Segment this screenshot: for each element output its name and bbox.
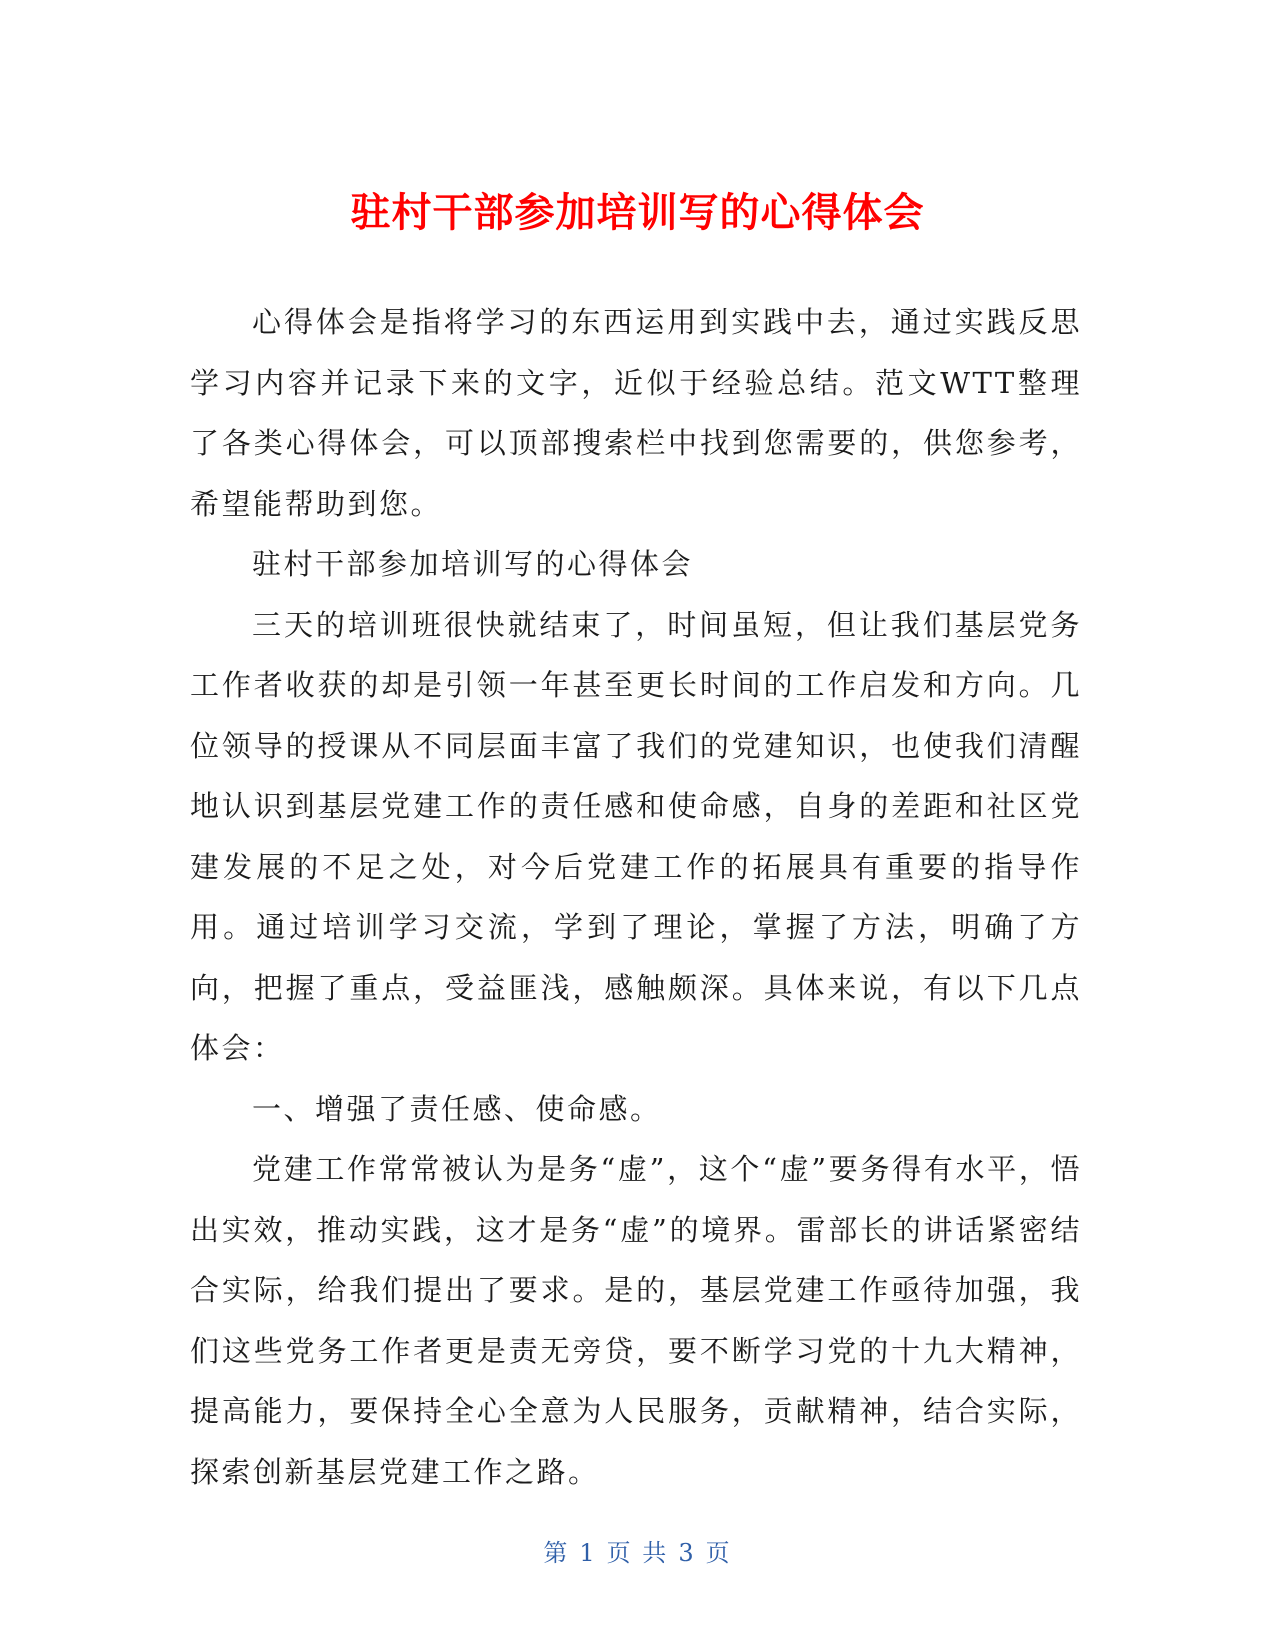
- paragraph-section-heading-1: 一、增强了责任感、使命感。: [252, 1091, 662, 1126]
- page-number-footer: [0, 1537, 1275, 1569]
- footer-current-page: 1: [579, 1539, 597, 1567]
- paragraph-training-summary: 三天的培训班很快就结束了，时间虽短，但让我们基层党务工作者收获的却是引领一年甚至更长时间的工作启发和方向。几位领导的授课从不同层面丰富了我们的党建知识，也使我们清醒地认识到基层党建工作的责任感和使命感，自身的差距和社区党建发展的不足之处，对今后党建工作的拓展具有重要的指导作用。通过培训学习交流，学到了理论，掌握了方法，明确了方向，把握了重点，受益匪浅，感触颇深。具体来说，有以下几点体会：: [190, 607, 1082, 1065]
- document-body: [190, 292, 1082, 1502]
- paragraph-intro: 心得体会是指将学习的东西运用到实践中去，通过实践反思学习内容并记录下来的文字，近似于经验总结。范文WTT整理了各类心得体会，可以顶部搜索栏中找到您需要的，供您参考，希望能帮助到您。: [190, 305, 1082, 521]
- footer-total-pages: 3: [678, 1539, 696, 1567]
- footer-mid: 页 共: [606, 1539, 669, 1567]
- footer-prefix: 第: [543, 1539, 570, 1567]
- paragraph-section-body-1: 党建工作常常被认为是务“虚”，这个“虚”要务得有水平，悟出实效，推动实践，这才是务“虚”的境界。雷部长的讲话紧密结合实际，给我们提出了要求。是的，基层党建工作亟待加强，我们这些党务工作者更是责无旁贷，要不断学习党的十九大精神，提高能力，要保持全心全意为人民服务，贡献精神，结合实际，探索创新基层党建工作之路。: [190, 1152, 1082, 1489]
- document-title: 驻村干部参加培训写的心得体会: [350, 189, 925, 236]
- footer-suffix: 页: [705, 1539, 732, 1567]
- paragraph-subtitle: 驻村干部参加培训写的心得体会: [252, 547, 694, 581]
